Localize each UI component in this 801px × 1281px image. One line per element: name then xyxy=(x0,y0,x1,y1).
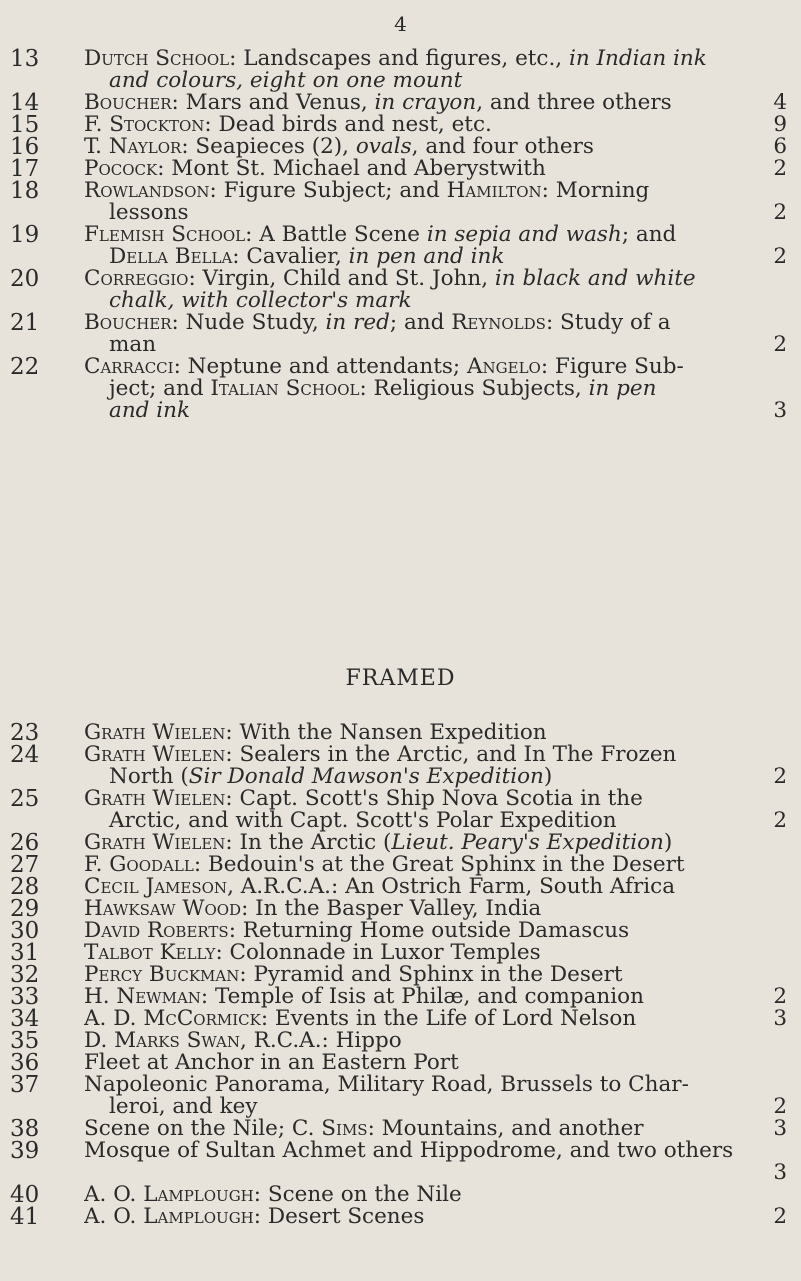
lot-quantity: 2 xyxy=(773,334,787,356)
lot-number: 40 xyxy=(10,1182,40,1208)
description-line: Grath Wielen: In the Arctic (Lieut. Peary's Expedition) xyxy=(84,832,673,854)
description-line: 2 Arctic, and with Capt. Scott's Polar Expedition xyxy=(109,810,787,832)
description-line: Cecil Jameson, A.R.C.A.: An Ostrich Farm, South Africa xyxy=(84,876,676,898)
description-line: Talbot Kelly: Colonnade in Luxor Temples xyxy=(84,942,541,964)
lot-description xyxy=(84,788,789,832)
lot-quantity: 2 xyxy=(773,810,787,832)
lot-description xyxy=(84,832,789,854)
description-line: A. O. Lamplough: Scene on the Nile xyxy=(84,1184,462,1206)
description-line: and colours, eight on one mount xyxy=(109,70,463,92)
lot-number: 16 xyxy=(10,134,40,160)
description-line: 3 A. D. McCormick: Events in the Life of Lord Nelson xyxy=(84,1008,787,1030)
lot-number: 34 xyxy=(10,1006,40,1032)
lot-number: 14 xyxy=(10,90,40,116)
description-line: Mosque of Sultan Achmet and Hippodrome, and two others xyxy=(84,1140,734,1162)
lot-quantity: 9 xyxy=(773,114,787,136)
lot-number: 30 xyxy=(10,918,40,944)
description-line: D. Marks Swan, R.C.A.: Hippo xyxy=(84,1030,402,1052)
lot-description xyxy=(84,1008,789,1030)
lot-number: 29 xyxy=(10,896,40,922)
description-line: Fleet at Anchor in an Eastern Port xyxy=(84,1052,459,1074)
lot-quantity: 2 xyxy=(773,1206,787,1228)
description-line: 3 and ink xyxy=(109,400,787,422)
description-line: 3 Scene on the Nile; C. Sims: Mountains, and another xyxy=(84,1118,787,1140)
description-line: Dutch School: Landscapes and figures, etc., in Indian ink xyxy=(84,48,707,70)
lot-description xyxy=(84,1140,789,1184)
lot-number: 15 xyxy=(10,112,40,138)
lot-number: 22 xyxy=(10,354,40,380)
lot-description xyxy=(84,356,789,422)
description-line: David Roberts: Returning Home outside Damascus xyxy=(84,920,630,942)
lot-description xyxy=(84,1206,789,1228)
description-line: 2 man xyxy=(109,334,787,356)
lot-description xyxy=(84,854,789,876)
lot-description xyxy=(84,136,789,158)
description-line: Boucher: Nude Study, in red; and Reynolds: Study of a xyxy=(84,312,671,334)
lot-number: 39 xyxy=(10,1138,40,1164)
lot-description xyxy=(84,312,789,356)
description-line: Correggio: Virgin, Child and St. John, in black and white xyxy=(84,268,696,290)
description-line: chalk, with collector's mark xyxy=(109,290,412,312)
lot-number: 20 xyxy=(10,266,40,292)
lot-description xyxy=(84,1184,789,1206)
lot-number: 36 xyxy=(10,1050,40,1076)
lot-description xyxy=(84,1052,789,1074)
lot-quantity: 2 xyxy=(773,766,787,788)
lot-number: 28 xyxy=(10,874,40,900)
description-line: 2 Della Bella: Cavalier, in pen and ink xyxy=(109,246,787,268)
description-line: 2 H. Newman: Temple of Isis at Philæ, and companion xyxy=(84,986,787,1008)
description-line: F. Goodall: Bedouin's at the Great Sphinx in the Desert xyxy=(84,854,685,876)
lot-number: 27 xyxy=(10,852,40,878)
lot-description xyxy=(84,942,789,964)
lot-description xyxy=(84,114,789,136)
lot-description xyxy=(84,180,789,224)
lot-description xyxy=(84,876,789,898)
description-line: Carracci: Neptune and attendants; Angelo: Figure Sub- xyxy=(84,356,684,378)
lot-number: 32 xyxy=(10,962,40,988)
lot-number: 25 xyxy=(10,786,40,812)
lot-number: 26 xyxy=(10,830,40,856)
description-line: 9 F. Stockton: Dead birds and nest, etc. xyxy=(84,114,787,136)
description-line xyxy=(84,1162,789,1184)
lot-description xyxy=(84,964,789,986)
lot-number: 23 xyxy=(10,720,40,746)
description-line: Hawksaw Wood: In the Basper Valley, India xyxy=(84,898,542,920)
description-line: 2 Pocock: Mont St. Michael and Aberystwith xyxy=(84,158,787,180)
description-line: Grath Wielen: With the Nansen Expedition xyxy=(84,722,547,744)
lot-number: 18 xyxy=(10,178,40,204)
lot-quantity: 4 xyxy=(773,92,787,114)
lot-quantity: 6 xyxy=(773,136,787,158)
description-line: ject; and Italian School: Religious Subjects, in pen xyxy=(109,378,657,400)
lot-description xyxy=(84,92,789,114)
lot-description xyxy=(84,158,789,180)
page-number: 4 xyxy=(394,12,407,36)
lot-quantity: 2 xyxy=(773,986,787,1008)
lot-description xyxy=(84,1074,789,1118)
lot-quantity: 3 xyxy=(773,1118,787,1140)
lot-number: 37 xyxy=(10,1072,40,1098)
lot-number: 41 xyxy=(10,1204,40,1230)
section-heading: FRAMED xyxy=(345,666,456,691)
description-line: 2 lessons xyxy=(109,202,787,224)
lot-quantity: 2 xyxy=(773,202,787,224)
description-line: Percy Buckman: Pyramid and Sphinx in the Desert xyxy=(84,964,623,986)
lot-description xyxy=(84,744,789,788)
lot-description xyxy=(84,722,789,744)
description-line: 4 Boucher: Mars and Venus, in crayon, and three others xyxy=(84,92,787,114)
lot-description xyxy=(84,1118,789,1140)
description-line: Rowlandson: Figure Subject; and Hamilton: Morning xyxy=(84,180,650,202)
lot-number: 24 xyxy=(10,742,40,768)
description-line: 2 leroi, and key xyxy=(109,1096,787,1118)
lot-number: 19 xyxy=(10,222,40,248)
lot-description xyxy=(84,1030,789,1052)
lot-description xyxy=(84,898,789,920)
lot-quantity: 2 xyxy=(773,1096,787,1118)
lot-description xyxy=(84,224,789,268)
lot-number: 33 xyxy=(10,984,40,1010)
lot-description xyxy=(84,920,789,942)
description-line: 2 A. O. Lamplough: Desert Scenes xyxy=(84,1206,787,1228)
lot-number: 21 xyxy=(10,310,40,336)
lot-description xyxy=(84,48,789,92)
description-line: Napoleonic Panorama, Military Road, Brussels to Char- xyxy=(84,1074,689,1096)
description-line: Grath Wielen: Capt. Scott's Ship Nova Scotia in the xyxy=(84,788,643,810)
lot-description xyxy=(84,268,789,312)
lot-description xyxy=(84,986,789,1008)
lot-quantity: 2 xyxy=(773,246,787,268)
lot-number: 17 xyxy=(10,156,40,182)
lot-quantity: 3 xyxy=(773,1162,787,1184)
lot-quantity: 3 xyxy=(773,1008,787,1030)
lot-number: 31 xyxy=(10,940,40,966)
description-line: Flemish School: A Battle Scene in sepia and wash; and xyxy=(84,224,677,246)
description-line: Grath Wielen: Sealers in the Arctic, and In The Frozen xyxy=(84,744,677,766)
lot-number: 13 xyxy=(10,46,40,72)
lot-quantity: 2 xyxy=(773,158,787,180)
lot-number: 35 xyxy=(10,1028,40,1054)
lot-quantity: 3 xyxy=(773,400,787,422)
description-line: 6 T. Naylor: Seapieces (2), ovals, and four others xyxy=(84,136,787,158)
lot-number: 38 xyxy=(10,1116,40,1142)
description-line: 2 North (Sir Donald Mawson's Expedition) xyxy=(109,766,787,788)
